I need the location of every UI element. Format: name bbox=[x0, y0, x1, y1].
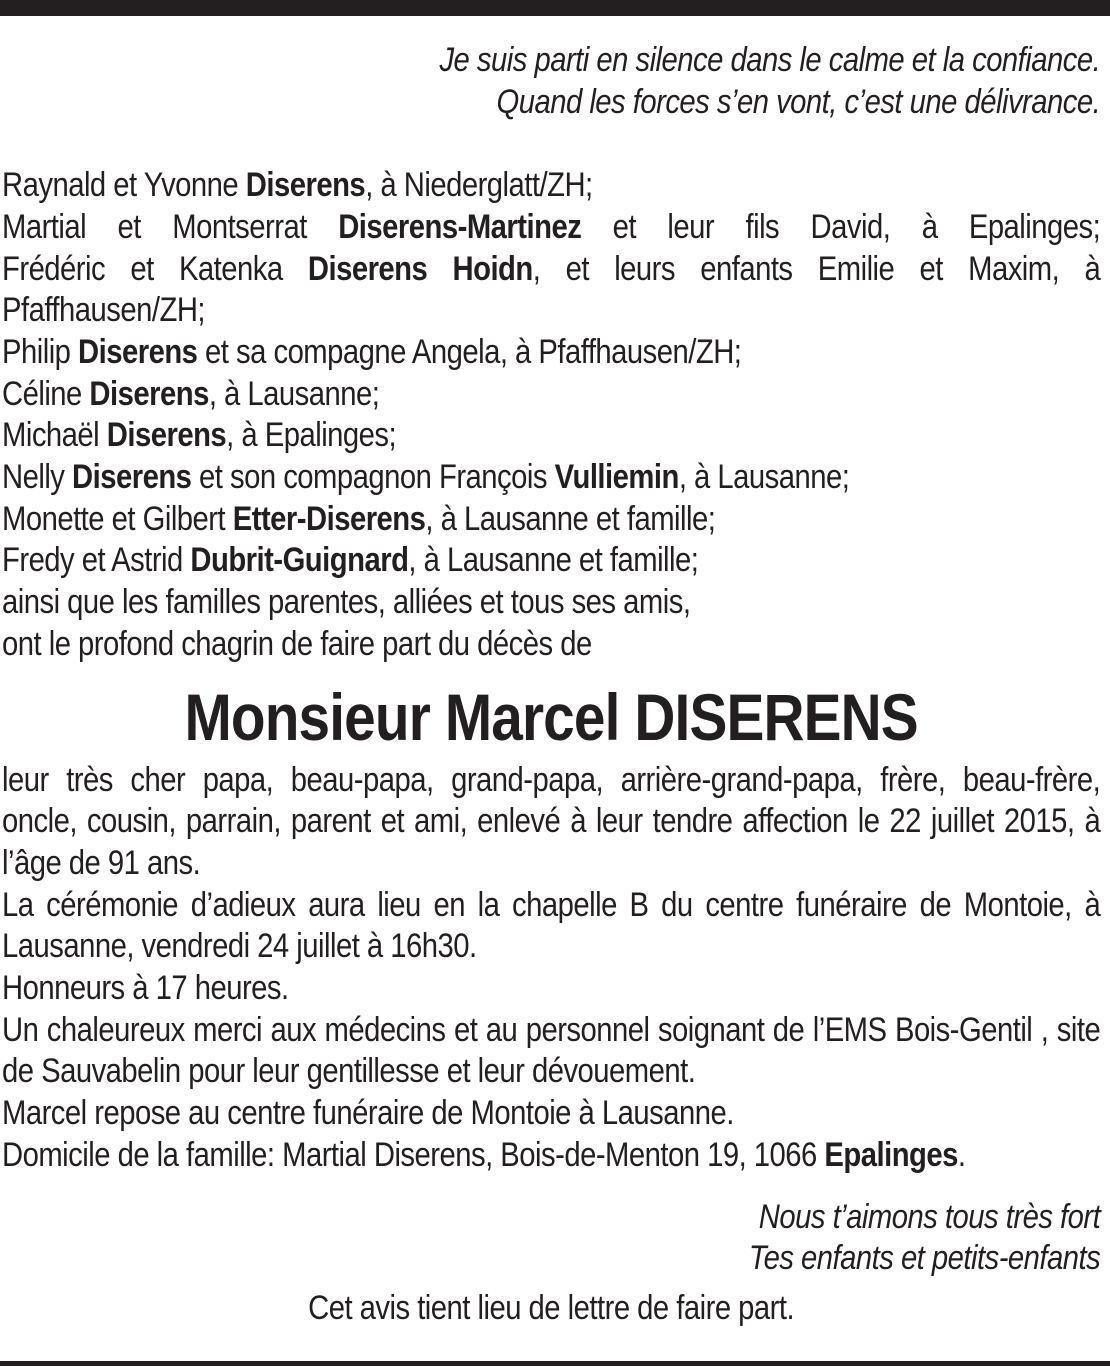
family-name: Diserens bbox=[78, 332, 198, 371]
body-paragraph: Domicile de la famille: Martial Diserens, Bois-de-Menton 19, 1066 Epalinges. bbox=[2, 1135, 966, 1174]
obituary-notice bbox=[2, 40, 1101, 1330]
signature bbox=[2, 1197, 1100, 1280]
mourner-line: Raynald et Yvonne Diserens, à Niederglatt/ZH; bbox=[2, 166, 593, 205]
body-paragraph: leur très cher papa, beau-papa, grand-papa, arrière-grand-papa, frère, beau-frère, oncle, cousin, parrain, parent et ami, enlevé à leur tendre affection le 22 juillet 2015, à l’âge de 91 ans. bbox=[2, 760, 1101, 882]
deceased-name: Monsieur Marcel DISERENS bbox=[184, 679, 918, 754]
mourner-line: Michaël Diserens, à Epalinges; bbox=[2, 416, 397, 455]
mourners-list bbox=[2, 165, 1100, 665]
mourner-line: Monette et Gilbert Etter-Diserens, à Lausanne et famille; bbox=[2, 499, 716, 538]
family-name: Diserens bbox=[72, 458, 192, 497]
mourner-line: ainsi que les familles parentes, alliées et tous ses amis, bbox=[2, 583, 691, 622]
epigraph-verse bbox=[2, 40, 1100, 123]
mourner-line: Céline Diserens, à Lausanne; bbox=[2, 374, 380, 413]
family-name: Diserens bbox=[89, 374, 209, 413]
family-name: Diserens bbox=[106, 416, 227, 455]
signature-line: Tes enfants et petits-enfants bbox=[748, 1239, 1101, 1278]
signature-line: Nous t’aimons tous très fort bbox=[758, 1197, 1101, 1236]
family-name: Vulliemin bbox=[554, 458, 679, 497]
body-paragraph: La cérémonie d’adieux aura lieu en la chapelle B du centre funéraire de Montoie, à Lausanne, vendredi 24 juillet à 16h30. bbox=[2, 885, 1101, 966]
verse-line: Quand les forces s’en vont, c’est une délivrance. bbox=[496, 82, 1101, 121]
family-name: Diserens bbox=[245, 166, 366, 205]
bottom-rule bbox=[0, 1361, 1110, 1366]
mourner-line: Fredy et Astrid Dubrit-Guignard, à Lausanne et famille; bbox=[2, 541, 699, 580]
mourner-line: Philip Diserens et sa compagne Angela, à Pfaffhausen/ZH; bbox=[2, 332, 742, 371]
town-name: Epalinges bbox=[824, 1135, 958, 1174]
notice-body bbox=[2, 760, 1100, 1177]
body-paragraph: Marcel repose au centre funéraire de Montoie à Lausanne. bbox=[2, 1094, 734, 1133]
mourner-line: Martial et Montserrat Diserens-Martinez et leur fils David, à Epalinges; bbox=[2, 207, 1101, 246]
mourner-line: Pfaffhausen/ZH; bbox=[2, 291, 206, 330]
family-name: Dubrit-Guignard bbox=[190, 541, 409, 580]
body-paragraph: Honneurs à 17 heures. bbox=[2, 969, 289, 1008]
mourner-line: ont le profond chagrin de faire part du décès de bbox=[2, 624, 592, 663]
family-name: Diserens-Martinez bbox=[338, 207, 582, 246]
closing-note: Cet avis tient lieu de lettre de faire part. bbox=[308, 1288, 795, 1327]
mourner-line: Frédéric et Katenka Diserens Hoidn, et leurs enfants Emilie et Maxim, à bbox=[2, 249, 1101, 288]
body-paragraph: Un chaleureux merci aux médecins et au personnel soignant de l’EMS Bois-Gentil , site de Sauvabelin pour leur gentillesse et leur dévouement. bbox=[2, 1010, 1101, 1091]
mourner-line: Nelly Diserens et son compagnon François Vulliemin, à Lausanne; bbox=[2, 458, 850, 497]
family-name: Diserens Hoidn bbox=[307, 249, 533, 288]
verse-line: Je suis parti en silence dans le calme et la confiance. bbox=[439, 41, 1101, 79]
family-name: Etter-Diserens bbox=[232, 499, 426, 538]
top-rule bbox=[0, 0, 1110, 16]
